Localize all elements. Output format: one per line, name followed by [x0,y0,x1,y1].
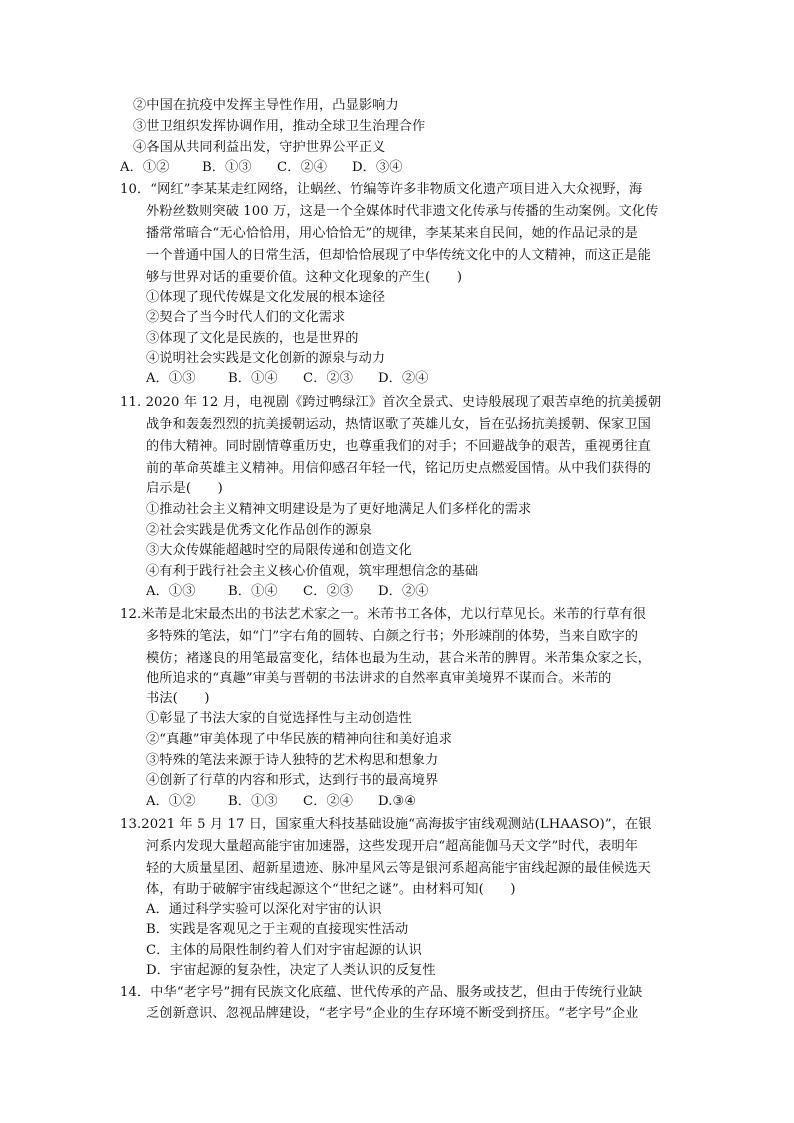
q10-option-4: ④说明社会实践是文化创新的源泉与动力 [146,351,386,366]
q12-stem-line-1: 12.米芾是北宋最杰出的书法艺术家之一。米芾书工各体，尤以行草见长。米芾的行草有很 [120,607,647,622]
q12-answer-c: C．②④ [303,794,354,809]
q13-choice-d: D．宇宙起源的复杂性，决定了人类认识的反复性 [146,963,436,978]
q13-stem-line-1: 13.2021 年 5 月 17 日，国家重大科技基础设施“高海拔宇宙线观测站(LHAASO)”，在银 [120,817,652,832]
q11-option-3: ③大众传媒能超越时空的局限传递和创造文化 [146,543,412,558]
q12-option-1: ①彰显了书法大家的自觉选择性与主动创造性 [146,711,412,726]
q9-option-3: ③世卫组织发挥协调作用，推动全球卫生治理合作 [133,119,426,134]
q12-stem-line-3: 模仿；褚遂良的用笔最富变化，结体也最为生动，甚合米芾的脾胃。米芾集众家之长， [146,651,651,666]
q10-stem-line-2: 外粉丝数则突破 100 万，这是一个全媒体时代非遗文化传承与传播的生动案例。文化传 [146,204,659,219]
q12-answer-row [146,792,416,812]
q9-answer-b: B．①③ [202,160,252,175]
q11-answer-row [146,582,429,602]
q14-stem-line-2: 乏创新意识、忽视品牌建设，“老字号”企业的生存环境不断受到挤压。“老字号”企业 [146,1006,639,1021]
q12-stem-line-5: 书法( ) [146,691,210,706]
q9-option-4: ④各国从共同利益出发，守护世界公平正义 [133,140,386,155]
q12-option-4: ④创新了行草的内容和形式，达到行书的最高境界 [146,773,439,788]
q11-answer-b: B．①④ [228,584,278,599]
q9-option-2: ②中国在抗疫中发挥主导性作用，凸显影响力 [133,98,399,113]
q11-answer-d: D．②④ [378,584,429,599]
q11-option-4: ④有利于践行社会主义核心价值观，筑牢理想信念的基础 [146,564,479,579]
q12-option-3: ③特殊的笔法来源于诗人独特的艺术构思和想象力 [146,753,439,768]
q11-option-1: ①推动社会主义精神文明建设是为了更好地满足人们多样化的需求 [146,502,532,517]
q10-stem-line-5: 够与世界对话的重要价值。这种文化现象的产生( ) [146,270,463,285]
q10-answer-row [146,369,429,389]
q10-option-1: ①体现了现代传媒是文化发展的根本途径 [146,290,386,305]
q10-stem-line-3: 播常常暗合“无心恰恰用，用心恰恰无”的规律，李某某来自民间，她的作品记录的是 [146,226,639,241]
q13-choice-b: B．实践是客观见之于主观的直接现实性活动 [146,922,409,937]
q9-answer-c: C．②④ [277,160,328,175]
q10-option-3: ③体现了文化是民族的，也是世界的 [146,331,359,346]
q9-answer-d: D．③④ [352,160,403,175]
q12-answer-b: B．①③ [228,794,278,809]
q11-stem-line-1: 11. 2020 年 12 月，电视剧《跨过鸭绿江》首次全景式、史诗般展现了艰苦卓绝的抗美援朝 [120,395,662,410]
q11-answer-c: C．②③ [303,584,354,599]
q13-choice-c: C．主体的局限性制约着人们对宇宙起源的认识 [146,943,422,958]
q12-stem-line-4: 他所追求的“真趣”审美与晋朝的书法讲求的自然率真审美境界不谋而合。米芾的 [146,671,612,686]
q11-stem-line-4: 前的革命英雄主义精神。用信仰感召年轻一代，铭记历史点燃爱国情。从中我们获得的 [146,461,651,476]
q9-answer-a: A．①② [120,160,170,175]
q12-stem-line-2: 多特殊的笔法，如“门”字右角的圆转、白颜之行书；外形竦削的体势，当来自欧字的 [146,629,639,644]
q13-stem-line-2: 河系内发现大量超高能宇宙加速器，这些发现开启“超高能伽马天文学”时代，表明年 [146,839,639,854]
q13-stem-line-3: 轻的大质量星团、超新星遗迹、脉冲星风云等是银河系超高能宇宙线起源的最佳候选天 [146,861,651,876]
q11-answer-a: A．①③ [146,584,196,599]
q12-answer-a: A．①② [146,794,196,809]
q12-answer-d: D.③④ [378,794,417,809]
q11-stem-line-3: 的伟大精神。同时剧情尊重历史，也尊重我们的对手；不回避战争的艰苦，重视勇往直 [146,439,651,454]
q12-option-2: ②“真趣”审美体现了中华民族的精神向往和美好追求 [146,732,453,747]
q10-stem-line-1: 10．“网红”李某某走红网络，让蜗丝、竹编等许多非物质文化遗产项目进入大众视野，海 [120,182,643,197]
q10-answer-b: B．①④ [228,371,278,386]
q9-answer-row [120,158,403,178]
q13-choice-a: A．通过科学实验可以深化对宇宙的认识 [146,902,382,917]
q10-answer-d: D．②④ [378,371,429,386]
q11-stem-line-5: 启示是( ) [146,481,223,496]
q10-answer-c: C．②③ [303,371,354,386]
q11-option-2: ②社会实践是优秀文化作品创作的源泉 [146,523,372,538]
q10-stem-line-4: 一个普通中国人的日常生活，但却恰恰展现了中华传统文化中的人文精神，而这正是能 [146,248,651,263]
q11-stem-line-2: 战争和轰轰烈烈的抗美援朝运动，热情讴歌了英雄儿女，旨在弘扬抗美援朝、保家卫国 [146,417,651,432]
q14-stem-line-1: 14．中华“老字号”拥有民族文化底蕴、世代传承的产品、服务或技艺，但由于传统行业缺 [120,985,643,1000]
q10-option-2: ②契合了当今时代人们的文化需求 [146,310,346,325]
q13-stem-line-4: 体，有助于破解宇宙线起源这个“世纪之谜”。由材料可知( ) [146,882,516,897]
q10-answer-a: A．①③ [146,371,196,386]
